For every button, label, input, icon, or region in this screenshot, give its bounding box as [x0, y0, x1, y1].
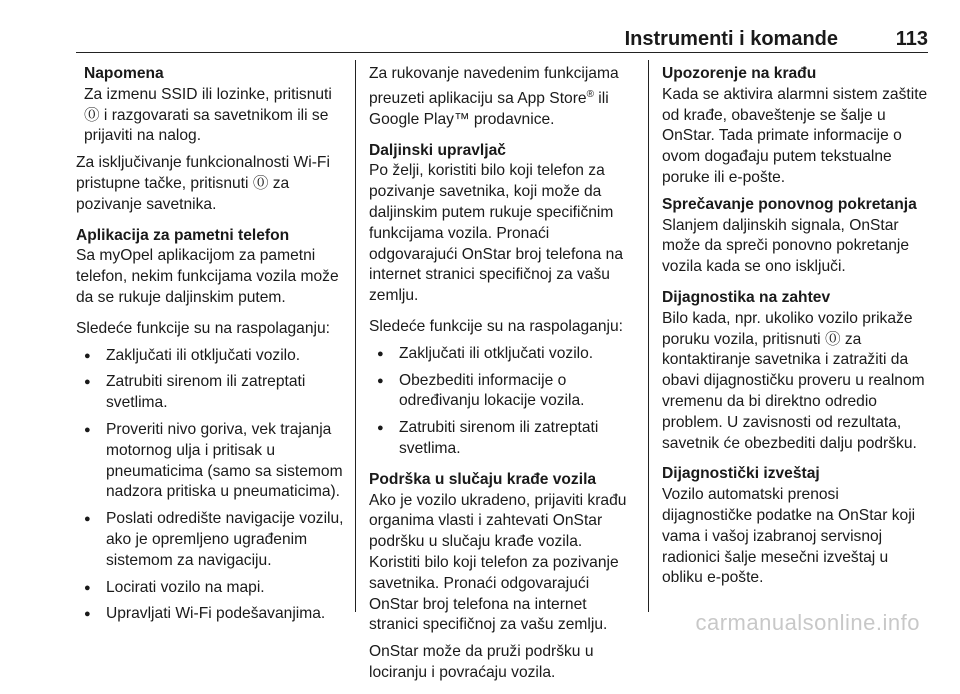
column-1: [76, 64, 344, 635]
page-number: 113: [895, 28, 928, 50]
locate-paragraph: OnStar može da pruži podršku u lociranju i povraćaju vozila.: [369, 643, 594, 681]
section-theft-alert: [662, 64, 928, 189]
column-3: [662, 64, 928, 599]
section-diagnostic-report: [662, 464, 928, 589]
section-text: Sa myOpel aplikacijom za pametni telefon, nekim funkcijama vozila može da se rukuje daljinskim putem.: [76, 247, 339, 306]
app-store-paragraph: [369, 64, 635, 131]
section-title: Upozorenje na krađu: [662, 65, 817, 82]
page-title: Instrumenti i komande: [624, 28, 838, 50]
list-item: ● Zatrubiti sirenom ili zatreptati svetlima.: [369, 418, 635, 460]
list-item: ● Locirati vozilo na mapi.: [76, 578, 344, 599]
function-list: [76, 346, 344, 626]
wifi-off-paragraph: Za isključivanje funkcionalnosti Wi-Fi pristupne tačke, pritisnuti ⓪ za pozivanje savetnika.: [76, 154, 330, 213]
section-text: Vozilo automatski prenosi dijagnostičke podatke na OnStar koji vama i vašoj izabranoj servisnoj radionici šalje mesečni izveštaj u obliku e-pošte.: [662, 486, 916, 587]
section-theft-support: [369, 470, 635, 636]
page-header: [0, 0, 960, 50]
note-text: Za izmenu SSID ili lozinke, pritisnuti ⓪ i razgovarati sa savetnikom ili se prijaviti na nalog.: [84, 85, 332, 145]
list-item: ● Poslati odredište navigacije vozilu, ako je opremljeno ugrađenim sistemom za navigaciju.: [76, 509, 344, 571]
section-text: Po želji, koristiti bilo koji telefon za pozivanje savetnika, koji može da daljinskim putem rukuje specifičnim funkcijama vozila. Pronaći odgovarajući OnStar broj telefona na internet stranici specifičnoj za vašu zemlju.: [369, 162, 623, 305]
section-text: Bilo kada, npr. ukoliko vozilo prikaže poruku vozila, pritisnuti ⓪ za kontaktiranje savetnika i zatražiti da obavi dijagnostičku proveru u realnom vremenu da bi direktno odredio problem. U zavisnosti od rezultata, savetnik će obezbediti dalju podršku.: [662, 309, 925, 452]
section-text: Slanjem daljinskih signala, OnStar može da spreči ponovno pokretanje vozila kada se ono isključi.: [662, 216, 910, 276]
section-title: Aplikacija za pametni telefon: [76, 226, 290, 244]
section-title: Dijagnostički izveštaj: [662, 465, 820, 483]
section-remote-control: [369, 141, 635, 307]
watermark: carmanualsonline.info: [695, 610, 920, 635]
header-divider: [76, 52, 928, 53]
list-item: ● Zatrubiti sirenom ili zatreptati svetlima.: [76, 372, 344, 414]
note-box: [76, 64, 344, 147]
column-divider-2: [648, 60, 649, 612]
section-diagnostics: [662, 288, 928, 454]
section-text: Ako je vozilo ukradeno, prijaviti krađu organima vlasti i zahtevati OnStar podršku u slučaju krađe vozila. Koristiti bilo koji telefon za pozivanje savetnika. Pronaći odgovarajući OnStar broj telefona na internet stranici specifičnoj za vašu zemlju.: [369, 491, 627, 634]
section-smartphone-app: [76, 226, 344, 309]
list-item: ● Zaključati ili otključati vozilo.: [369, 344, 635, 365]
list-item: ● Zaključati ili otključati vozilo.: [76, 346, 344, 367]
section-title: Dijagnostika na zahtev: [662, 288, 831, 306]
section-title: Daljinski upravljač: [369, 141, 506, 159]
available-functions-text: Sledeće funkcije su na raspolaganju:: [76, 319, 330, 337]
list-item: ● Proveriti nivo goriva, vek trajanja motornog ulja i pritisak u pneumaticima (samo sa sistemom nadzora pritiska u pneumaticima).: [76, 420, 344, 503]
function-list: [369, 344, 635, 460]
section-text: Kada se aktivira alarmni sistem zaštite od krađe, obaveštenje se šalje u OnStar. Tada primate informacije o ovom događaju putem tekstualne poruke ili e-pošte.: [662, 85, 928, 186]
section-restart-prevention: [662, 195, 928, 278]
section-title: Podrška u slučaju krađe vozila: [369, 470, 597, 488]
section-title: Sprečavanje ponovnog pokretanja: [662, 195, 917, 213]
note-title: Napomena: [84, 65, 164, 82]
available-functions-text: Sledeće funkcije su na raspolaganju:: [369, 317, 623, 335]
list-item: ● Upravljati Wi-Fi podešavanjima.: [76, 604, 344, 625]
list-item: ● Obezbediti informacije o određivanju lokacije vozila.: [369, 371, 635, 413]
app-store-text: Za rukovanje navedenim funkcijama preuzeti aplikaciju sa App Store: [369, 65, 619, 107]
registered-mark: ®: [586, 88, 594, 100]
column-2: [369, 64, 635, 694]
column-divider-1: [355, 60, 356, 612]
app-store-text-end: ili Google Play™ prodavnice.: [369, 89, 609, 128]
